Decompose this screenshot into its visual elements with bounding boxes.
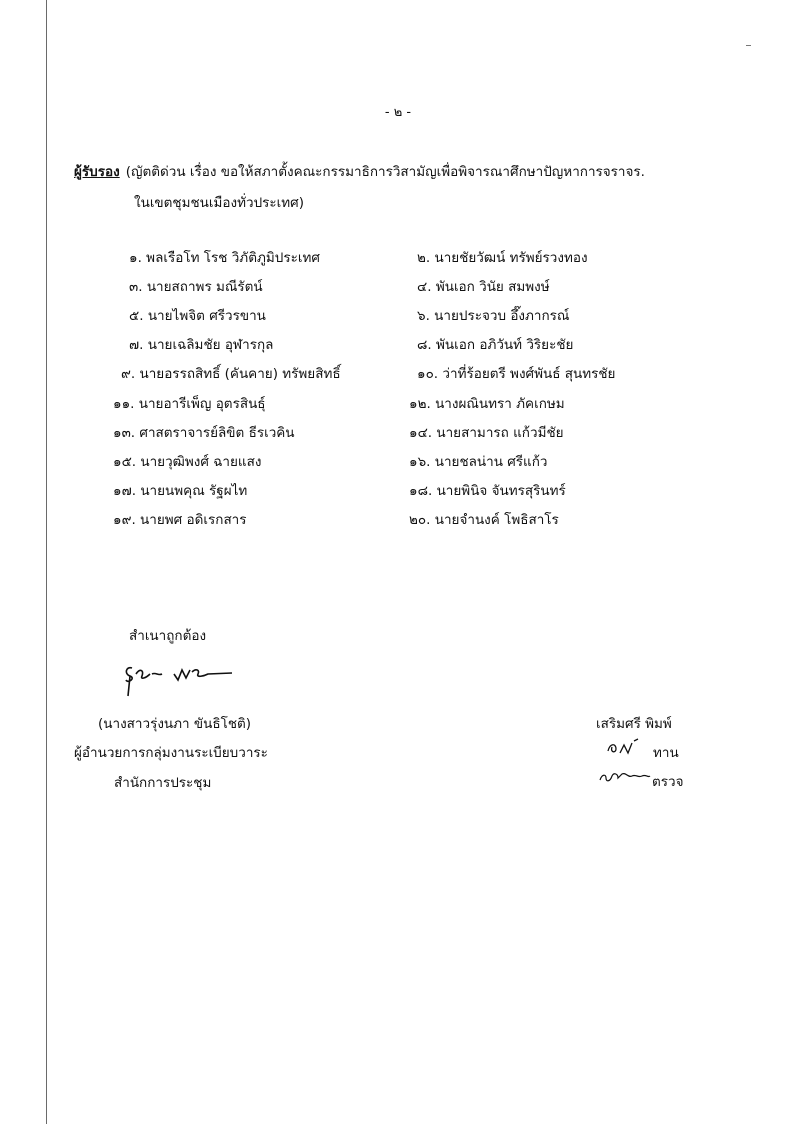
endorser-number: ๑๒. — [409, 396, 431, 412]
endorser-number: ๑๐. — [417, 366, 439, 382]
endorser-name: นายวุฒิพงศ์ ฉายแสง — [140, 454, 262, 470]
endorser-item — [417, 246, 588, 268]
endorser-number: ๖. — [417, 308, 430, 324]
certified-copy-label: สำเนาถูกต้อง — [129, 628, 207, 644]
endorser-item — [409, 450, 548, 472]
handwritten-signature — [118, 656, 238, 706]
endorser-item — [113, 479, 247, 501]
endorser-number: ๑๖. — [409, 454, 431, 470]
endorser-name: พันเอก วินัย สมพงษ์ — [435, 279, 550, 295]
endorser-name: นายอรรถสิทธิ์ (คันคาย) ทรัพยสิทธิ์ — [139, 366, 341, 382]
endorser-item — [409, 421, 564, 443]
endorser-item — [129, 304, 266, 326]
endorser-item — [417, 333, 573, 355]
endorser-item — [121, 362, 341, 384]
endorser-number: ๙. — [121, 366, 136, 382]
endorser-name: นายประจวบ อึ๊งภากรณ์ — [434, 308, 570, 324]
page-edge-line — [46, 0, 47, 1124]
endorser-item — [417, 275, 550, 297]
endorser-item — [113, 508, 247, 530]
endorser-name: พันเอก อภิวันท์ วิริยะชัย — [436, 337, 574, 353]
endorser-name: นายอารีเพ็ญ อุตรสินธุ์ — [138, 396, 266, 412]
endorser-item — [129, 333, 273, 355]
endorsers-label: ผู้รับรอง — [74, 164, 120, 180]
scan-speck — [746, 45, 751, 46]
check-label: ตรวจ — [652, 774, 684, 790]
endorser-name: นายสถาพร มณีรัตน์ — [146, 279, 263, 295]
endorser-number: ๑๙. — [113, 512, 136, 528]
endorser-number: ๕. — [129, 308, 144, 324]
endorser-item — [129, 275, 263, 297]
motion-title-line-1: (ญัตติด่วน เรื่อง ขอให้สภาตั้งคณะกรรมาธิการวิสามัญเพื่อพิจารณาศึกษาปัญหาการจราจร. — [125, 164, 645, 180]
endorser-name: ศาสตราจารย์ลิขิต ธีรเวคิน — [139, 425, 295, 441]
endorser-number: ๑๔. — [409, 425, 433, 441]
signer-name: (นางสาวรุ่งนภา ขันธิโชติ) — [98, 716, 252, 732]
endorser-name: พลเรือโท โรช วิภัติภูมิประเทศ — [146, 250, 320, 266]
endorser-number: ๘. — [417, 337, 432, 353]
endorser-name: นายชลน่าน ศรีแก้ว — [434, 454, 548, 470]
endorser-name: นายสามารถ แก้วมีชัย — [436, 425, 564, 441]
endorser-item — [409, 479, 566, 501]
motion-title-line-2: ในเขตชุมชนเมืองทั่วประเทศ) — [134, 195, 304, 211]
endorser-number: ๑. — [129, 250, 142, 266]
endorser-item — [129, 246, 320, 268]
proofread-label: ทาน — [653, 745, 679, 761]
endorser-name: นายเฉลิมชัย อุฬารกุล — [147, 337, 274, 353]
endorser-name: นายชัยวัฒน์ ทรัพย์รวงทอง — [434, 250, 588, 266]
signer-office: สำนักการประชุม — [114, 775, 212, 791]
endorser-item — [417, 304, 569, 326]
endorser-item — [409, 392, 565, 414]
endorser-number: ๑๘. — [409, 483, 433, 499]
endorser-item — [409, 508, 559, 530]
endorser-item — [113, 392, 266, 414]
proofreader-initials — [606, 735, 648, 759]
endorser-number: ๗. — [129, 337, 144, 353]
endorser-item — [417, 362, 615, 384]
endorser-number: ๔. — [417, 279, 432, 295]
endorser-name: นางผณินทรา ภัคเกษม — [435, 396, 565, 412]
endorser-item — [113, 450, 261, 472]
endorser-number: ๒๐. — [409, 512, 431, 528]
endorsers-heading — [74, 157, 754, 219]
endorser-name: นายจำนงค์ โพธิสาโร — [434, 512, 559, 528]
endorser-name: ว่าที่ร้อยตรี พงศ์พันธ์ สุนทรชัย — [442, 366, 616, 382]
endorser-number: ๑๓. — [113, 425, 136, 441]
endorser-name: นายพินิจ จันทรสุรินทร์ — [436, 483, 566, 499]
endorser-name: นายพศ อดิเรกสาร — [140, 512, 247, 528]
endorser-number: ๑๕. — [113, 454, 137, 470]
signer-position: ผู้อำนวยการกลุ่มงานระเบียบวาระ — [74, 745, 268, 761]
endorser-item — [113, 421, 295, 443]
endorser-name: นายไพจิต ศรีวรขาน — [147, 308, 266, 324]
checker-initials — [598, 764, 652, 788]
page-number: - ๒ - — [384, 105, 412, 120]
endorser-number: ๓. — [129, 279, 143, 295]
typist-note: เสริมศรี พิมพ์ — [596, 716, 672, 732]
endorser-number: ๒. — [417, 250, 431, 266]
endorser-number: ๑๗. — [113, 483, 137, 499]
endorser-number: ๑๑. — [113, 396, 135, 412]
endorser-name: นายนพคุณ รัฐผไท — [140, 483, 248, 499]
